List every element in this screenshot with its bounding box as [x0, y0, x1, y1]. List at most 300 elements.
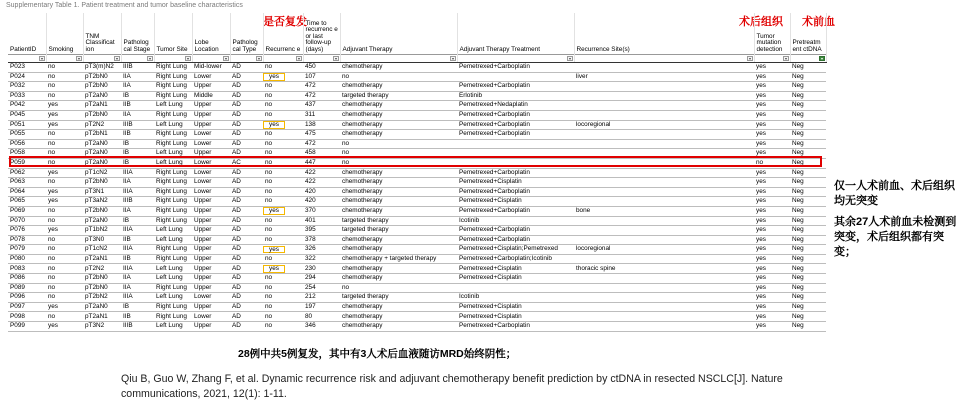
table-cell: [574, 226, 754, 236]
table-row: [8, 312, 826, 322]
table-cell: yes: [754, 226, 790, 236]
column-header: Pretreatm ent ctDNA: [790, 13, 826, 55]
table-cell: no: [263, 149, 303, 159]
table-cell: Pemetrexed+Carboplatin: [457, 120, 574, 130]
table-cell: P079: [8, 245, 46, 255]
filter-dropdown-icon[interactable]: [783, 56, 789, 61]
table-cell: locoregional: [574, 245, 754, 255]
table-cell: chemotherapy: [340, 264, 457, 274]
table-cell: no: [263, 63, 303, 73]
table-row: [8, 82, 826, 92]
table-cell: Right Lung: [154, 72, 192, 82]
table-cell: pT3N2: [83, 322, 121, 332]
table-cell: [574, 178, 754, 188]
table-cell: AD: [230, 197, 263, 207]
filter-cell: [263, 55, 303, 63]
table-cell: Pemetrexed+Cisplatin: [457, 264, 574, 274]
table-cell: pT2aN0: [83, 91, 121, 101]
table-cell: pT2bN0: [83, 178, 121, 188]
table-cell: 254: [303, 283, 340, 293]
table-cell: 458: [303, 149, 340, 159]
note-no-mutation: 仅一人术前血、术后组织均无突变: [834, 180, 955, 207]
table-cell: Right Lung: [154, 197, 192, 207]
table-cell: no: [263, 82, 303, 92]
table-cell: no: [46, 82, 83, 92]
table-cell: yes: [754, 101, 790, 111]
table-cell: 475: [303, 130, 340, 140]
table-cell: targeted therapy: [340, 226, 457, 236]
table-caption: Supplementary Table 1. Patient treatment and tumor baseline characteristics: [6, 2, 243, 9]
filter-cell: [121, 55, 154, 63]
table-cell: yes: [46, 101, 83, 111]
table-cell: yes: [754, 312, 790, 322]
column-header: Smoking: [46, 13, 83, 55]
table-cell: no: [46, 235, 83, 245]
table-cell: [263, 206, 303, 216]
table-cell: 437: [303, 101, 340, 111]
filter-cell: [46, 55, 83, 63]
table-row: [8, 120, 826, 130]
table-row: [8, 72, 826, 82]
table-cell: pT2bN0: [83, 206, 121, 216]
table-cell: [263, 264, 303, 274]
table-cell: no: [263, 110, 303, 120]
table-cell: AC: [230, 158, 263, 168]
filter-cell: [303, 55, 340, 63]
table-cell: no: [263, 312, 303, 322]
table-cell: Left Lung: [154, 264, 192, 274]
table-cell: no: [263, 274, 303, 284]
table-cell: P099: [8, 322, 46, 332]
table-row: [8, 197, 826, 207]
table-cell: [574, 302, 754, 312]
table-cell: 197: [303, 302, 340, 312]
table-cell: P096: [8, 293, 46, 303]
table-cell: pT1bN2: [83, 226, 121, 236]
filter-cell: [8, 55, 46, 63]
table-cell: no: [263, 322, 303, 332]
table-cell: Lower: [192, 312, 230, 322]
table-cell: no: [263, 168, 303, 178]
table-cell: 422: [303, 168, 340, 178]
table-cell: Upper: [192, 101, 230, 111]
table-cell: IIIA: [121, 293, 154, 303]
table-cell: AD: [230, 72, 263, 82]
table-cell: 212: [303, 293, 340, 303]
table-cell: IIA: [121, 206, 154, 216]
filter-cell: [790, 55, 826, 63]
table-cell: no: [46, 283, 83, 293]
table-row: [8, 322, 826, 332]
table-row: [8, 283, 826, 293]
table-cell: yes: [46, 322, 83, 332]
table-cell: yes: [46, 187, 83, 197]
table-cell: no: [46, 312, 83, 322]
table-cell: Left Lung: [154, 158, 192, 168]
header-row: [8, 13, 826, 55]
table-row: [8, 302, 826, 312]
table-cell: Icotinib: [457, 216, 574, 226]
table-cell: no: [46, 72, 83, 82]
table-cell: Neg: [790, 197, 826, 207]
table-cell: Upper: [192, 302, 230, 312]
table-cell: Right Lung: [154, 245, 192, 255]
table-row: [8, 187, 826, 197]
table-cell: IIIB: [121, 63, 154, 73]
table-body: [8, 63, 826, 332]
table-cell: no: [340, 72, 457, 82]
table-cell: chemotherapy: [340, 274, 457, 284]
table-cell: 395: [303, 226, 340, 236]
table-cell: pT3aN2: [83, 197, 121, 207]
table-cell: chemotherapy: [340, 197, 457, 207]
table-cell: P032: [8, 82, 46, 92]
table-cell: Pemetrexed+Carboplatin: [457, 226, 574, 236]
table-cell: AD: [230, 302, 263, 312]
table-cell: IIB: [121, 254, 154, 264]
table-cell: AD: [230, 110, 263, 120]
table-cell: Neg: [790, 264, 826, 274]
table-cell: Neg: [790, 302, 826, 312]
highlight-row-box: [9, 156, 822, 167]
table-cell: Left Lung: [154, 120, 192, 130]
table-cell: yes: [754, 254, 790, 264]
table-cell: no: [263, 226, 303, 236]
table-cell: Neg: [790, 149, 826, 159]
table-row: [8, 110, 826, 120]
table-cell: Pemetrexed+Cisplatin: [457, 302, 574, 312]
filter-dropdown-icon[interactable]: [256, 56, 262, 61]
table-cell: IIIA: [121, 264, 154, 274]
table-cell: Neg: [790, 168, 826, 178]
filter-cell: [230, 55, 263, 63]
table-cell: P076: [8, 226, 46, 236]
table-cell: P055: [8, 130, 46, 140]
table-cell: [457, 72, 574, 82]
table-cell: Upper: [192, 235, 230, 245]
table-cell: no: [263, 187, 303, 197]
table-cell: AD: [230, 216, 263, 226]
table-cell: yes: [754, 82, 790, 92]
filter-dropdown-icon[interactable]: [223, 56, 229, 61]
table-cell: chemotherapy + targeted therapy: [340, 254, 457, 264]
table-cell: Upper: [192, 110, 230, 120]
table-cell: no: [263, 178, 303, 188]
table-row: [8, 178, 826, 188]
table-cell: Neg: [790, 130, 826, 140]
column-header: Tumor Site: [154, 13, 192, 55]
table-cell: pT1cN2: [83, 168, 121, 178]
table-cell: 447: [303, 158, 340, 168]
table-cell: AD: [230, 322, 263, 332]
table-cell: 311: [303, 110, 340, 120]
table-cell: AD: [230, 149, 263, 159]
table-cell: P078: [8, 235, 46, 245]
filter-cell: [754, 55, 790, 63]
table-cell: P064: [8, 187, 46, 197]
table-row: [8, 206, 826, 216]
table-row: [8, 264, 826, 274]
table-cell: Neg: [790, 312, 826, 322]
table-cell: Neg: [790, 322, 826, 332]
filter-dropdown-icon[interactable]: [147, 56, 153, 61]
table-cell: no: [263, 216, 303, 226]
table-cell: no: [263, 158, 303, 168]
table-cell: yes: [754, 322, 790, 332]
filter-dropdown-icon[interactable]: [819, 56, 825, 61]
table-cell: P089: [8, 283, 46, 293]
column-header: Tumor mutation detection: [754, 13, 790, 55]
table-cell: no: [46, 274, 83, 284]
recurrence-annotation: 是否复发: [263, 16, 307, 28]
filter-cell: [192, 55, 230, 63]
table-cell: IIB: [121, 130, 154, 140]
table-cell: Left Lung: [154, 235, 192, 245]
table-cell: liver: [574, 72, 754, 82]
table-cell: P083: [8, 264, 46, 274]
table-cell: no: [340, 139, 457, 149]
table-cell: 472: [303, 139, 340, 149]
table-cell: [574, 312, 754, 322]
column-header: Time to recurrenc e or last follow-up (days): [303, 13, 340, 55]
table-cell: [574, 130, 754, 140]
table-cell: IB: [121, 149, 154, 159]
table-cell: pT2N2: [83, 120, 121, 130]
table-cell: no: [263, 91, 303, 101]
table-cell: yes: [754, 110, 790, 120]
table-cell: [574, 274, 754, 284]
table-cell: Neg: [790, 226, 826, 236]
table-row: [8, 245, 826, 255]
table-cell: [574, 293, 754, 303]
table-cell: IIA: [121, 274, 154, 284]
table-cell: no: [46, 63, 83, 73]
column-header: Adjuvant Therapy: [340, 13, 457, 55]
table-cell: 107: [303, 72, 340, 82]
table-cell: AD: [230, 82, 263, 92]
table-cell: [574, 322, 754, 332]
filter-cell: [574, 55, 754, 63]
column-header: Adjuvant Therapy Treatment: [457, 13, 574, 55]
table-cell: yes: [46, 120, 83, 130]
table-cell: [457, 283, 574, 293]
reference-citation: Qiu B, Guo W, Zhang F, et al. Dynamic recurrence risk and adjuvant chemotherapy benefit prediction by ctDNA in resected NSCLC[J]. Nature communications, 2021, 12(1): 1-11.: [121, 373, 783, 400]
table-cell: AD: [230, 274, 263, 284]
table-cell: yes: [754, 63, 790, 73]
table-cell: yes: [46, 226, 83, 236]
table-cell: Pemetrexed+Carboplatin: [457, 130, 574, 140]
table-cell: no: [46, 293, 83, 303]
table-cell: chemotherapy: [340, 302, 457, 312]
table-row: [8, 216, 826, 226]
table-cell: chemotherapy: [340, 235, 457, 245]
table-cell: chemotherapy: [340, 110, 457, 120]
filter-dropdown-icon[interactable]: [296, 56, 302, 61]
table-cell: Icotinib: [457, 293, 574, 303]
filter-row: [8, 55, 826, 63]
table-cell: Neg: [790, 158, 826, 168]
table-cell: Pemetrexed+Cisplatin: [457, 178, 574, 188]
table-cell: Pemetrexed+Carboplatin: [457, 82, 574, 92]
table-cell: Erlotinib: [457, 91, 574, 101]
table-row: [8, 226, 826, 236]
table-cell: Neg: [790, 216, 826, 226]
table-cell: P045: [8, 110, 46, 120]
table-cell: Neg: [790, 293, 826, 303]
table-cell: Left Lung: [154, 293, 192, 303]
table-cell: AD: [230, 254, 263, 264]
table-cell: Neg: [790, 82, 826, 92]
table-cell: Right Lung: [154, 91, 192, 101]
table-cell: no: [340, 283, 457, 293]
table-cell: Right Lung: [154, 216, 192, 226]
table-cell: P042: [8, 101, 46, 111]
table-cell: Pemetrexed+Nedaplatin: [457, 101, 574, 111]
table-cell: yes: [754, 293, 790, 303]
recurrence-yes-marker: yes: [263, 265, 285, 273]
table-cell: AD: [230, 178, 263, 188]
table-cell: [457, 139, 574, 149]
table-cell: Left Lung: [154, 226, 192, 236]
table-row: [8, 101, 826, 111]
table-cell: pT2aN0: [83, 302, 121, 312]
table-cell: AD: [230, 245, 263, 255]
table-cell: P065: [8, 197, 46, 207]
filter-dropdown-icon[interactable]: [114, 56, 120, 61]
filter-dropdown-icon[interactable]: [567, 56, 573, 61]
table-cell: AD: [230, 91, 263, 101]
table-cell: chemotherapy: [340, 63, 457, 73]
column-header: Lobe Location: [192, 13, 230, 55]
table-cell: [574, 216, 754, 226]
table-cell: 420: [303, 187, 340, 197]
table-cell: [263, 120, 303, 130]
table-cell: P069: [8, 206, 46, 216]
table-cell: yes: [754, 168, 790, 178]
table-cell: Lower: [192, 130, 230, 140]
table-cell: Pemetrexed+Carboplatin;Icotinib: [457, 254, 574, 264]
table-row: [8, 91, 826, 101]
recurrence-yes-marker: yes: [263, 246, 285, 254]
table-cell: 80: [303, 312, 340, 322]
table-cell: pT2bN0: [83, 72, 121, 82]
table-cell: 472: [303, 91, 340, 101]
table-cell: IIIB: [121, 120, 154, 130]
table-cell: Pemetrexed+Carboplatin: [457, 110, 574, 120]
table-cell: pT2bN1: [83, 130, 121, 140]
table-cell: Neg: [790, 72, 826, 82]
table-cell: [574, 82, 754, 92]
table-cell: Right Lung: [154, 63, 192, 73]
table-cell: P023: [8, 63, 46, 73]
table-cell: yes: [754, 72, 790, 82]
table-cell: chemotherapy: [340, 101, 457, 111]
table-cell: [574, 91, 754, 101]
table-cell: no: [46, 178, 83, 188]
table-row: [8, 254, 826, 264]
filter-dropdown-icon[interactable]: [450, 56, 456, 61]
table-cell: Left Lung: [154, 149, 192, 159]
filter-dropdown-icon[interactable]: [333, 56, 339, 61]
table-cell: 420: [303, 197, 340, 207]
table-cell: pT2bN0: [83, 110, 121, 120]
table-cell: AD: [230, 235, 263, 245]
table-cell: Lower: [192, 178, 230, 188]
table-cell: yes: [754, 283, 790, 293]
filter-dropdown-icon[interactable]: [39, 56, 45, 61]
table-cell: Upper: [192, 149, 230, 159]
table-cell: bone: [574, 206, 754, 216]
table-cell: IIA: [121, 110, 154, 120]
table-cell: Upper: [192, 206, 230, 216]
table-cell: [574, 187, 754, 197]
table-cell: yes: [754, 216, 790, 226]
table-cell: yes: [754, 139, 790, 149]
table-cell: yes: [46, 110, 83, 120]
table-cell: chemotherapy: [340, 168, 457, 178]
table-row: [8, 139, 826, 149]
table-cell: P058: [8, 149, 46, 159]
recurrence-yes-marker: yes: [263, 207, 285, 215]
column-header: Patholog cal Type: [230, 13, 263, 55]
table-cell: Right Lung: [154, 178, 192, 188]
table-cell: IIIA: [121, 187, 154, 197]
table-cell: Upper: [192, 226, 230, 236]
table-cell: Neg: [790, 101, 826, 111]
filter-cell: [457, 55, 574, 63]
filter-dropdown-icon[interactable]: [76, 56, 82, 61]
table-cell: pT2aN0: [83, 216, 121, 226]
table-cell: yes: [754, 302, 790, 312]
table-cell: AD: [230, 187, 263, 197]
table-cell: P059: [8, 158, 46, 168]
table-cell: Pemetrexed+Carboplatin: [457, 63, 574, 73]
filter-dropdown-icon[interactable]: [185, 56, 191, 61]
table-cell: IIA: [121, 82, 154, 92]
table-cell: Neg: [790, 178, 826, 188]
table-cell: Pemetrexed+Cisplatin: [457, 274, 574, 284]
table-cell: Left Lung: [154, 322, 192, 332]
table-cell: Right Lung: [154, 187, 192, 197]
table-cell: yes: [754, 178, 790, 188]
column-header: Recurrenc e: [263, 13, 303, 55]
table-cell: Neg: [790, 120, 826, 130]
table-cell: yes: [46, 168, 83, 178]
table-cell: [574, 139, 754, 149]
table-cell: yes: [754, 187, 790, 197]
table-row: [8, 235, 826, 245]
table-cell: Upper: [192, 82, 230, 92]
table-cell: chemotherapy: [340, 322, 457, 332]
table-cell: pT2aN0: [83, 139, 121, 149]
table-row: [8, 293, 826, 303]
table-cell: pT2aN0: [83, 149, 121, 159]
table-cell: yes: [754, 91, 790, 101]
table-cell: [574, 101, 754, 111]
table-cell: [263, 72, 303, 82]
table-cell: Right Lung: [154, 82, 192, 92]
table-cell: Upper: [192, 322, 230, 332]
table-cell: IIB: [121, 101, 154, 111]
table-cell: 346: [303, 322, 340, 332]
table-cell: P063: [8, 178, 46, 188]
table-cell: AD: [230, 283, 263, 293]
table-cell: yes: [754, 274, 790, 284]
table-cell: Right Lung: [154, 110, 192, 120]
table-cell: pT3N1: [83, 187, 121, 197]
table-cell: chemotherapy: [340, 130, 457, 140]
filter-dropdown-icon[interactable]: [747, 56, 753, 61]
